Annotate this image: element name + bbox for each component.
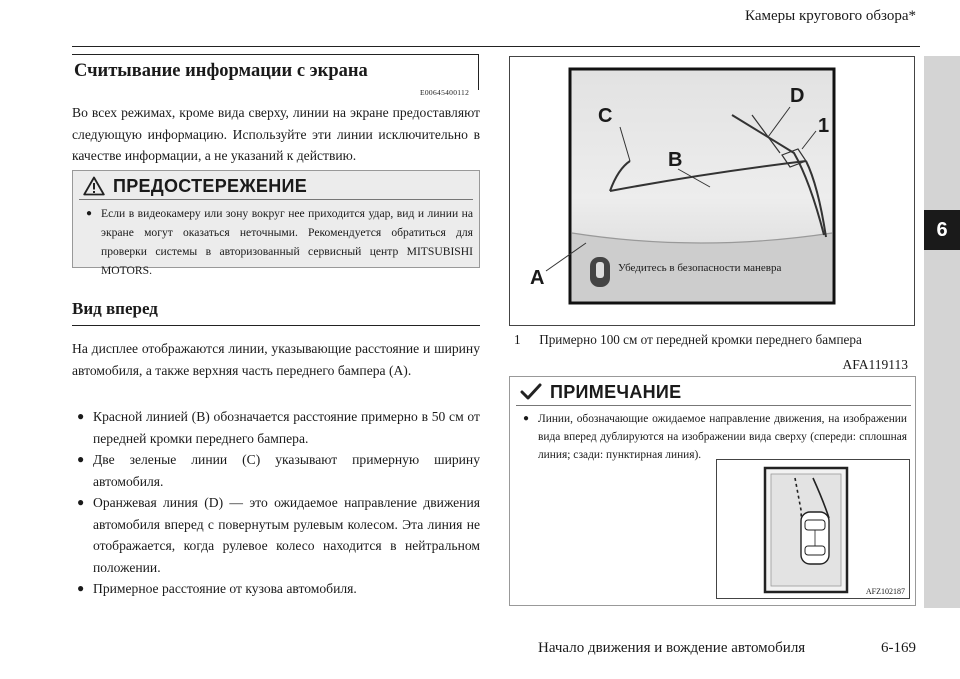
figure-code: AFA119113 <box>842 357 908 372</box>
section-title: Считывание информации с экрана <box>72 54 479 90</box>
warning-box <box>72 170 480 277</box>
bullet-icon: ● <box>77 452 85 466</box>
note-box <box>509 376 916 606</box>
front-view-intro: На дисплее отображаются линии, указывающие расстояние и ширину автомобиля, а также верхняя часть переднего бампера (A). <box>72 341 480 378</box>
chapter-side-tab <box>924 56 960 608</box>
checkmark-icon <box>520 382 542 402</box>
warning-title: ПРЕДОСТЕРЕЖЕНИЕ <box>113 175 308 196</box>
label-b: B <box>668 149 683 171</box>
list-item <box>77 449 480 492</box>
list-item-text: Две зеленые линии (C) указывают примерную ширину автомобиля. <box>93 452 480 489</box>
warning-text: Если в видеокамеру или зону вокруг нее приходится удар, вид и линии на экране могут оказаться неточными. Рекомендуется обратиться для проверки системы в авторизованный сервисный центр MITSUBISHI MOTORS. <box>101 207 473 277</box>
screen-message: Убедитесь в безопасности маневра <box>618 262 782 274</box>
bullet-icon: ● <box>77 409 85 423</box>
section-code: E00645400112 <box>420 88 470 97</box>
warning-title-row <box>73 171 479 197</box>
list-item <box>77 492 480 578</box>
page-number: 6-169 <box>881 640 916 656</box>
label-1: 1 <box>818 115 830 137</box>
running-title: Камеры кругового обзора* <box>745 8 916 24</box>
bullet-icon: ● <box>523 413 530 424</box>
bullet-icon: ● <box>77 495 85 509</box>
warning-item <box>73 200 479 280</box>
section-intro: Во всех режимах, кроме вида сверху, линии на экране предоставляют следующую информацию. Используйте эти линии исключительно в качестве информации, а не указаний к действию. <box>72 105 480 163</box>
label-c: C <box>598 105 613 127</box>
bullet-icon: ● <box>86 208 93 219</box>
chapter-number: 6 <box>924 210 960 250</box>
figure-caption-number: 1 <box>514 332 521 347</box>
label-d: D <box>790 85 805 107</box>
front-view-title: Вид вперед <box>72 296 480 326</box>
figure-caption-text: Примерно 100 см от передней кромки переднего бампера <box>539 332 862 347</box>
label-a: A <box>530 267 545 289</box>
camera-screen-illustration <box>510 57 914 325</box>
list-item-text: Примерное расстояние от кузова автомобиля. <box>93 581 357 596</box>
figure-caption <box>514 332 862 348</box>
list-item <box>77 578 480 600</box>
note-item <box>510 406 915 464</box>
list-item-text: Оранжевая линия (D) — это ожидаемое направление движения автомобиля вперед с повернутым рулевым колесом. Эта линия не отображается, когда рулевое колесо находится в нейтральном положении. <box>93 495 480 575</box>
list-item <box>77 406 480 449</box>
top-view-inset <box>716 459 910 599</box>
top-view-illustration <box>717 460 909 598</box>
list-item-text: Красной линией (B) обозначается расстояние примерно в 50 см от передней кромки переднего бампера. <box>93 409 480 446</box>
note-title-row <box>510 377 915 403</box>
note-title: ПРИМЕЧАНИЕ <box>550 381 682 402</box>
inset-code: AFZ102187 <box>865 587 905 596</box>
note-text: Линии, обозначающие ожидаемое направление движения, на изображении вида вперед дублируются на изображении вида сверху (спереди: сплошная линия; сзади: пунктирная линия). <box>538 413 907 461</box>
footer-section: Начало движения и вождение автомобиля <box>538 640 806 656</box>
warning-triangle-icon <box>83 176 105 196</box>
bullet-icon: ● <box>77 581 85 595</box>
header-rule <box>72 46 920 47</box>
